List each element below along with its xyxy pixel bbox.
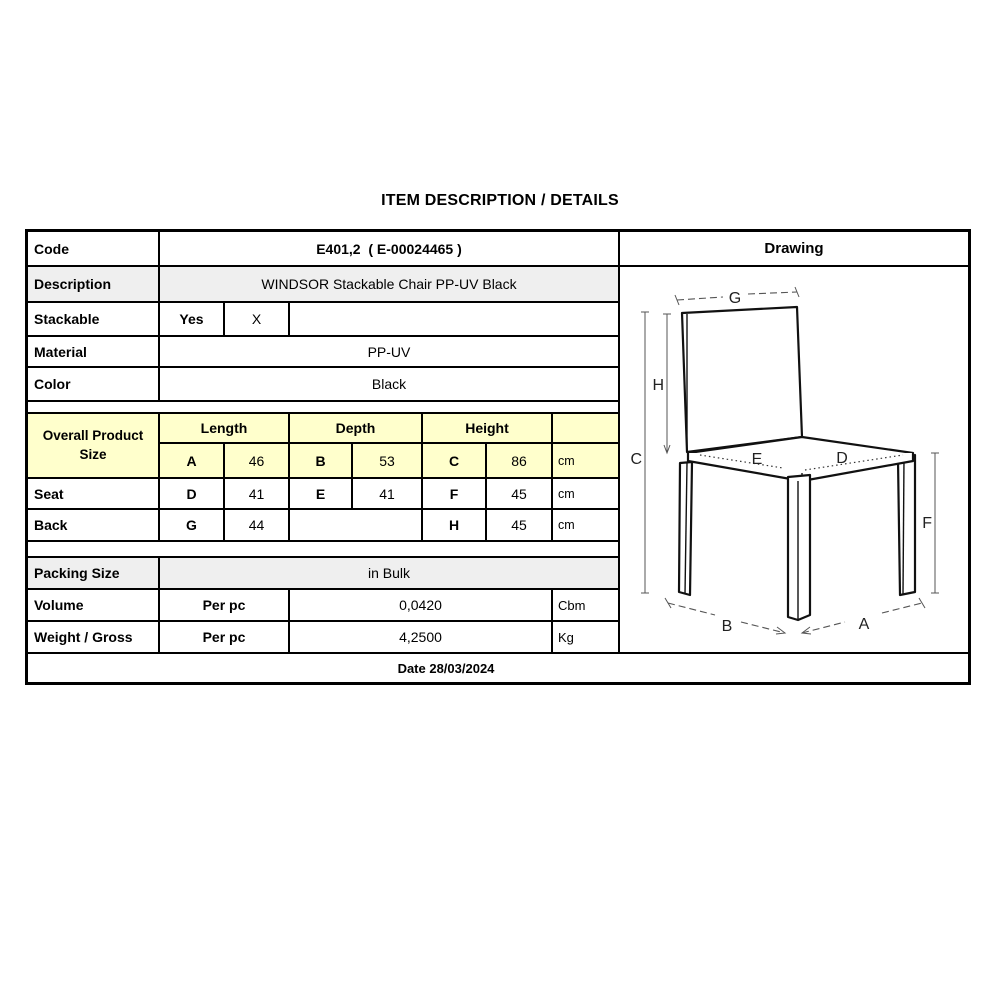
seat-height-value: 45 [487,479,553,508]
overall-length-key: A [160,444,225,477]
overall-size-row [160,444,618,479]
label-seat-width: D [836,450,848,467]
overall-height-value: 86 [487,444,553,477]
material-row [28,337,618,368]
description-label: Description [28,267,160,301]
overall-unit: cm [553,444,618,477]
volume-label: Volume [28,590,160,620]
overall-depth-value: 53 [353,444,423,477]
date-text: Date 28/03/2024 [397,660,495,676]
seat-size-row [28,479,618,510]
drawing-panel [618,232,968,654]
dim-line-width [802,622,845,633]
label-seat-depth: E [751,451,763,468]
packing-mode: in Bulk [160,558,618,588]
code-value: E401,2 ( E-00024465 ) [316,240,462,257]
weight-label: Weight / Gross [28,622,160,652]
dim-line-depth [668,603,715,615]
seat-label: Seat [28,479,160,508]
volume-unit: Cbm [558,597,586,613]
code-row [28,232,618,267]
stackable-option: Yes [160,303,225,335]
stackable-empty-cell [290,303,618,335]
back-unit: cm [558,518,575,532]
chair-backrest [682,307,802,452]
material-label: Material [28,337,160,366]
label-width: A [858,616,870,633]
height-header: Height [423,414,553,442]
volume-row [28,590,618,622]
overall-height-key: C [423,444,487,477]
seat-length-key: D [160,479,225,508]
label-seat-height: F [922,515,932,532]
packing-row [28,558,618,590]
material-value: PP-UV [367,343,411,360]
page-title: ITEM DESCRIPTION / DETAILS [381,192,619,209]
drawing-header: Drawing [620,232,968,267]
weight-unit: Kg [558,629,574,645]
size-section [28,412,618,542]
weight-per: Per pc [160,622,290,652]
seat-unit: cm [558,486,575,501]
weight-value: 4,2500 [290,622,553,652]
back-height-value: 45 [487,510,553,540]
overall-length-value: 46 [225,444,290,477]
date-row [28,654,968,682]
back-length-value: 44 [225,510,290,540]
label-back-width: G [728,290,742,307]
stackable-row [28,303,618,337]
color-row [28,368,618,402]
packing-section [28,556,618,654]
seat-depth-value: 41 [353,479,423,508]
info-section [28,232,618,402]
seat-depth-key: E [290,479,353,508]
label-depth: B [721,618,733,635]
size-header-row [160,414,618,444]
volume-per: Per pc [160,590,290,620]
packing-label: Packing Size [28,558,160,588]
label-back-height: H [652,377,664,394]
back-empty-cell [290,510,423,540]
volume-value: 0,0420 [290,590,553,620]
description-value: WINDSOR Stackable Chair PP-UV Black [160,267,618,301]
size-section-label: Overall Product Size [28,414,160,479]
chair-right-leg [898,455,915,595]
back-height-key: H [423,510,487,540]
label-overall-height: C [630,451,642,468]
weight-row [28,622,618,654]
color-value: Black [371,376,407,392]
size-header-empty-cell [553,414,618,442]
description-row [28,267,618,303]
seat-height-key: F [423,479,487,508]
back-label: Back [28,510,160,540]
length-header: Length [160,414,290,442]
back-length-key: G [160,510,225,540]
spec-table [25,229,971,685]
stackable-mark: X [225,303,290,335]
code-label: Code [28,232,160,265]
dim-line-back-width [677,297,723,300]
stackable-label: Stackable [28,303,160,335]
color-label: Color [28,368,160,400]
overall-depth-key: B [290,444,353,477]
chair-drawing [620,267,968,652]
back-size-row [28,510,618,542]
depth-header: Depth [290,414,423,442]
chair-front-leg [788,475,810,620]
seat-length-value: 41 [225,479,290,508]
